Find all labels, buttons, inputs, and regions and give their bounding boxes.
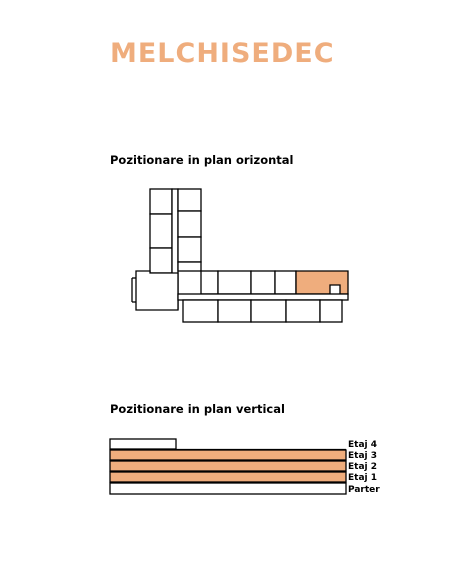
plan-room — [201, 271, 218, 294]
floor-bar-etaj-4 — [110, 439, 176, 449]
plan-room — [320, 300, 342, 322]
plan-room — [286, 300, 320, 322]
plan-stair-block — [136, 271, 178, 310]
plan-room — [218, 300, 251, 322]
plan-corridor — [178, 294, 348, 300]
plan-room — [178, 262, 201, 271]
plan-room — [178, 189, 201, 211]
plan-room — [251, 300, 286, 322]
plan-room — [178, 211, 201, 237]
floor-bar-etaj-1 — [110, 472, 346, 482]
plan-room — [150, 214, 172, 248]
floor-bar-etaj-3 — [110, 450, 346, 460]
floor-bar-etaj-2 — [110, 461, 346, 471]
page-title: MELCHISEDEC — [110, 38, 335, 69]
floor-label-etaj-4: Etaj 4 — [348, 440, 378, 450]
horizontal-plan-heading: Pozitionare in plan orizontal — [110, 153, 294, 167]
plan-room — [218, 271, 251, 294]
plan-room — [178, 237, 201, 262]
plan-room — [183, 300, 218, 322]
plan-highlighted-unit — [296, 271, 348, 294]
floor-label-etaj-2: Etaj 2 — [348, 462, 378, 472]
floor-label-etaj-1: Etaj 1 — [348, 473, 378, 483]
vertical-plan-heading: Pozitionare in plan vertical — [110, 402, 285, 416]
floor-label-etaj-3: Etaj 3 — [348, 451, 378, 461]
plan-room — [275, 271, 296, 294]
plan-room — [150, 189, 172, 214]
floor-bar-parter — [110, 483, 346, 494]
plan-room — [150, 248, 172, 273]
floor-label-parter: Parter — [348, 485, 380, 495]
plan-room — [251, 271, 275, 294]
